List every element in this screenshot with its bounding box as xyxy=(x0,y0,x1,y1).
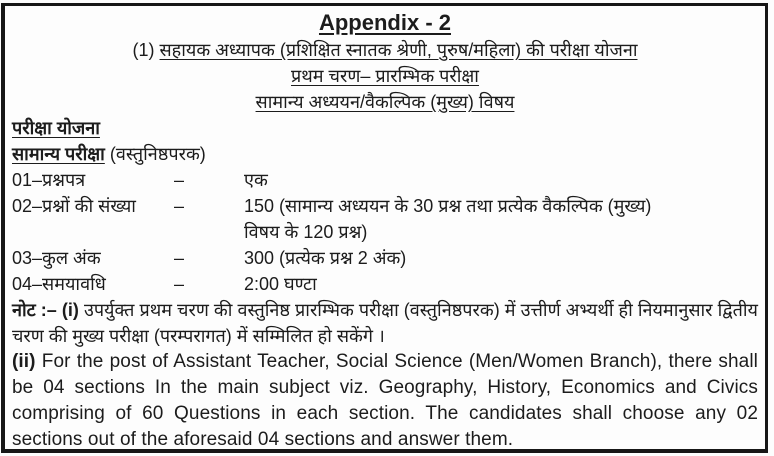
row-value xyxy=(244,193,758,245)
heading-line-2-text: प्रथम चरण– प्रारम्भिक परीक्षा xyxy=(291,66,479,86)
table-row-total-marks xyxy=(12,245,758,271)
note-english xyxy=(12,349,758,453)
row-label: 01–प्रश्नपत्र xyxy=(12,170,86,190)
row-dash: – xyxy=(174,274,185,294)
row-dash: – xyxy=(174,196,185,216)
row-value: 2:00 घण्टा xyxy=(244,274,317,294)
heading-line-3-text: सामान्य अध्ययन/वैकल्पिक (मुख्य) विषय xyxy=(255,92,515,112)
row-dash: – xyxy=(174,248,185,268)
row-value: 300 (प्रत्येक प्रश्न 2 अंक) xyxy=(244,248,407,268)
section-heading-exam-scheme: परीक्षा योजना xyxy=(12,118,100,138)
table-row-question-paper xyxy=(12,167,758,193)
note-label: नोट :– xyxy=(12,300,57,320)
table-row-duration xyxy=(12,271,758,297)
row-value-line-1: 150 (सामान्य अध्ययन के 30 प्रश्न तथा प्रत्येक वैकल्पिक (मुख्य) xyxy=(244,196,652,216)
heading-line-2 xyxy=(12,63,758,89)
note-2-text: For the post of Assistant Teacher, Social Science (Men/Women Branch), there shall be 04 sections In the main subject viz. Geography, History, Economics and Civics comprising of 60 Questions in each section. The candidates shall choose any 02 sections out of the aforesaid 04 sections and answer them. xyxy=(12,351,758,450)
row-dash: – xyxy=(174,170,185,190)
row-label: 02–प्रश्नों की संख्या xyxy=(12,196,136,216)
row-value-line-2: विषय के 120 प्रश्न) xyxy=(244,222,368,242)
general-exam-label: सामान्य परीक्षा xyxy=(12,144,105,164)
note-1-text: उपर्युक्त प्रथम चरण की वस्तुनिष्ठ प्रारम्भिक परीक्षा (वस्तुनिष्ठपरक) में उत्तीर्ण अभ्यर्थी ही नियमानुसार द्वितीय चरण की मुख्य परीक्षा (परम्परागत) में सम्मिलित हो सकेंगे । xyxy=(12,300,758,346)
heading-line-1-text: सहायक अध्यापक (प्रशिक्षित स्नातक श्रेणी, पुरुष/महिला) की परीक्षा योजना xyxy=(159,40,638,60)
table-row-question-count xyxy=(12,193,758,245)
row-value: एक xyxy=(244,170,268,190)
general-exam-type-note: (वस्तुनिष्ठपरक) xyxy=(109,144,206,164)
note-hindi xyxy=(12,297,758,349)
heading-line-1 xyxy=(12,37,758,63)
heading-line-1-prefix: (1) xyxy=(132,40,155,60)
appendix-title-text: Appendix - 2 xyxy=(318,10,451,35)
document-border-frame xyxy=(1,3,768,453)
appendix-title xyxy=(12,9,758,37)
row-label: 04–समयावधि xyxy=(12,274,106,294)
note-2-marker: (ii) xyxy=(12,351,36,372)
heading-line-3 xyxy=(12,89,758,115)
note-1-marker: (i) xyxy=(61,300,79,320)
row-label: 03–कुल अंक xyxy=(12,248,101,268)
section-heading-general-exam xyxy=(12,141,758,167)
